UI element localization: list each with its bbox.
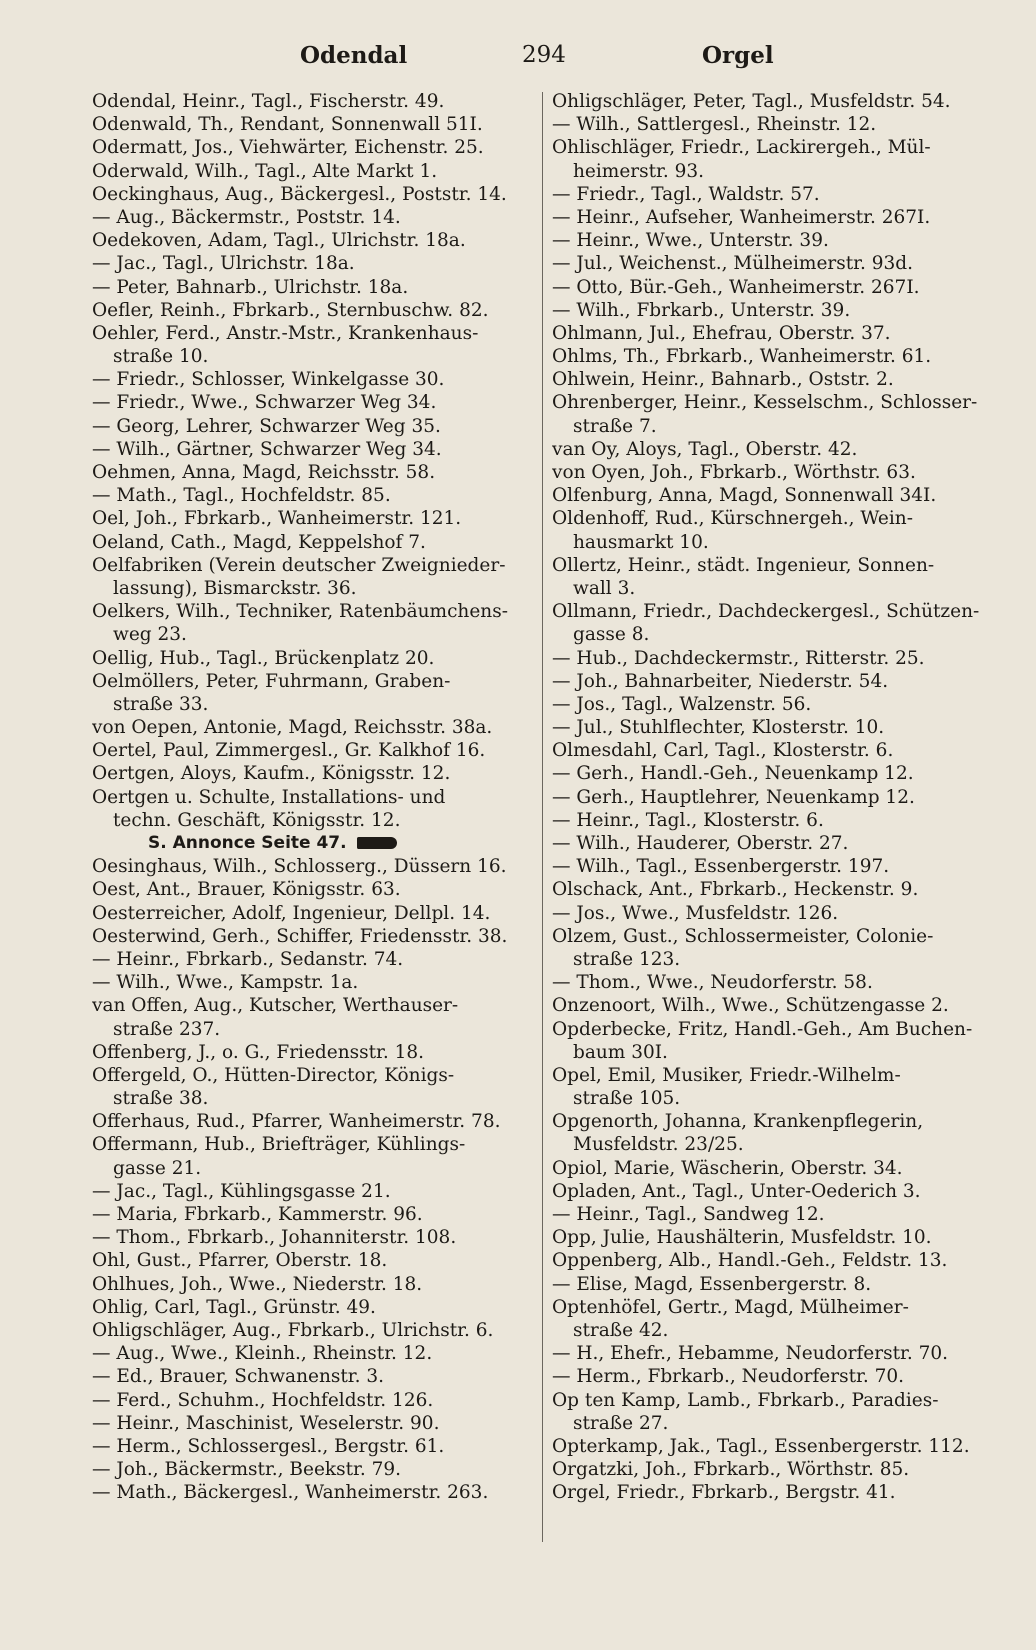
- annonce-note: [92, 832, 522, 855]
- entry-text: Ohlig, Carl, Tagl., Grünstr. 49.: [92, 1296, 376, 1318]
- directory-entry-line: [552, 1435, 982, 1458]
- directory-entry-line: [92, 484, 522, 507]
- directory-entry-line: [92, 623, 522, 646]
- entry-text: Oelmöllers, Peter, Fuhrmann, Graben-: [92, 670, 451, 692]
- directory-entry-line: [92, 1133, 522, 1156]
- directory-entry-line: [92, 1018, 522, 1041]
- entry-text: von Oyen, Joh., Fbrkarb., Wörthstr. 63.: [552, 462, 916, 483]
- entry-text: Musfeldstr. 23/25.: [573, 1134, 744, 1156]
- entry-text: Oeland, Cath., Magd, Keppelshof 7.: [92, 531, 426, 553]
- directory-entry-line: [552, 368, 982, 391]
- entry-text: Olschack, Ant., Fbrkarb., Heckenstr. 9.: [552, 879, 919, 901]
- directory-entry-line: [552, 1412, 982, 1435]
- entry-text: Oppenberg, Alb., Handl.-Geh., Feldstr. 13.: [552, 1250, 948, 1272]
- entry-text: Offerhaus, Rud., Pfarrer, Wanheimerstr. 78.: [92, 1111, 501, 1133]
- directory-entry-line: [552, 183, 982, 206]
- directory-entry-line: [552, 206, 982, 229]
- entry-text: Oehmen, Anna, Magd, Reichsstr. 58.: [92, 462, 436, 483]
- entry-text: van Oy, Aloys, Tagl., Oberstr. 42.: [552, 438, 858, 460]
- directory-entry-line: [552, 809, 982, 832]
- entry-text: Odermatt, Jos., Viehwärter, Eichenstr. 25.: [92, 137, 484, 159]
- directory-entry-line: [552, 855, 982, 878]
- directory-entry-line: [92, 531, 522, 554]
- entry-text: Ollmann, Friedr., Dachdeckergesl., Schützen-: [552, 601, 980, 623]
- directory-entry-line: [552, 229, 982, 252]
- page-number: 294: [522, 42, 566, 68]
- directory-entry-line: [92, 1481, 522, 1504]
- entry-text: — Thom., Fbrkarb., Johanniterstr. 108.: [92, 1227, 457, 1249]
- directory-entry-line: [552, 1087, 982, 1110]
- entry-text: — Heinr., Aufseher, Wanheimerstr. 267I.: [552, 206, 931, 228]
- entry-text: — Otto, Bür.-Geh., Wanheimerstr. 267I.: [552, 276, 920, 298]
- entry-text: Oehler, Ferd., Anstr.-Mstr., Krankenhaus-: [92, 322, 479, 344]
- entry-text: — Jos., Tagl., Walzenstr. 56.: [552, 693, 812, 715]
- entry-text: Onzenoort, Wilh., Wwe., Schützengasse 2.: [552, 995, 949, 1017]
- directory-entry-line: [552, 345, 982, 368]
- directory-entry-line: [92, 345, 522, 368]
- directory-entry-line: [552, 113, 982, 136]
- directory-entry-line: [552, 322, 982, 345]
- entry-text: gasse 21.: [113, 1157, 202, 1179]
- entry-text: Olmesdahl, Carl, Tagl., Klosterstr. 6.: [552, 740, 894, 762]
- entry-text: straße 7.: [573, 415, 657, 437]
- entry-text: Oldenhoff, Rud., Kürschnergeh., Wein-: [552, 508, 913, 530]
- entry-text: — Ferd., Schuhm., Hochfeldstr. 126.: [92, 1389, 434, 1411]
- entry-text: lassung), Bismarckstr. 36.: [113, 577, 357, 599]
- directory-entry-line: [552, 1203, 982, 1226]
- directory-entry-line: [552, 786, 982, 809]
- entry-text: — Friedr., Wwe., Schwarzer Weg 34.: [92, 392, 437, 414]
- directory-entry-line: [92, 855, 522, 878]
- entry-text: — Wilh., Gärtner, Schwarzer Weg 34.: [92, 438, 442, 460]
- directory-entry-line: [552, 252, 982, 275]
- directory-entry-line: [552, 1342, 982, 1365]
- entry-text: straße 105.: [573, 1088, 681, 1110]
- entry-text: — Wilh., Tagl., Essenbergerstr. 197.: [552, 856, 890, 878]
- entry-text: straße 42.: [573, 1319, 669, 1341]
- entry-text: hausmarkt 10.: [573, 531, 709, 553]
- entry-text: Oertgen u. Schulte, Installations- und: [92, 786, 446, 808]
- entry-text: Ohlhues, Joh., Wwe., Niederstr. 18.: [92, 1273, 423, 1295]
- entry-text: Ohligschläger, Aug., Fbrkarb., Ulrichstr. 6.: [92, 1319, 494, 1341]
- directory-entry-line: [552, 693, 982, 716]
- directory-entry-line: [92, 1412, 522, 1435]
- directory-entry-line: [552, 878, 982, 901]
- directory-entry-line: [92, 1365, 522, 1388]
- entry-text: Opladen, Ant., Tagl., Unter-Oederich 3.: [552, 1180, 921, 1202]
- entry-text: von Oepen, Antonie, Magd, Reichsstr. 38a.: [92, 717, 493, 739]
- entry-text: gasse 8.: [573, 624, 650, 646]
- entry-text: straße 38.: [113, 1088, 209, 1110]
- entry-text: — Gerh., Hauptlehrer, Neuenkamp 12.: [552, 786, 915, 808]
- directory-entry-line: [552, 1365, 982, 1388]
- directory-entry-line: [92, 113, 522, 136]
- entry-text: Ohrenberger, Heinr., Kesselschm., Schlosser-: [552, 392, 978, 414]
- entry-text: Opiol, Marie, Wäscherin, Oberstr. 34.: [552, 1157, 903, 1179]
- directory-entry-line: [552, 971, 982, 994]
- directory-entry-line: [552, 136, 982, 159]
- directory-entry-line: [552, 600, 982, 623]
- directory-entry-line: [552, 438, 982, 461]
- directory-entry-line: [552, 739, 982, 762]
- entry-text: — H., Ehefr., Hebamme, Neudorferstr. 70.: [552, 1343, 949, 1365]
- directory-entry-line: [92, 554, 522, 577]
- entry-text: Odenwald, Th., Rendant, Sonnenwall 51I.: [92, 114, 483, 136]
- directory-entry-line: [552, 1389, 982, 1412]
- directory-entry-line: [92, 878, 522, 901]
- entry-text: van Offen, Aug., Kutscher, Werthauser-: [92, 995, 459, 1017]
- directory-entry-line: [92, 299, 522, 322]
- entry-text: Offermann, Hub., Briefträger, Kühlings-: [92, 1134, 466, 1156]
- directory-entry-line: [92, 716, 522, 739]
- directory-entry-line: [92, 1157, 522, 1180]
- directory-entry-line: [552, 716, 982, 739]
- entry-text: Opterkamp, Jak., Tagl., Essenbergerstr. 112.: [552, 1435, 970, 1457]
- directory-entry-line: [92, 1064, 522, 1087]
- entry-text: Ohl, Gust., Pfarrer, Oberstr. 18.: [92, 1250, 388, 1272]
- directory-entry-line: [552, 762, 982, 785]
- directory-entry-line: [552, 1064, 982, 1087]
- entry-text: Ohligschläger, Peter, Tagl., Musfeldstr. 54.: [552, 91, 951, 112]
- entry-text: S. Annonce Seite 47.: [148, 833, 347, 853]
- entry-text: Ohlwein, Heinr., Bahnarb., Oststr. 2.: [552, 369, 894, 391]
- entry-text: — Heinr., Wwe., Unterstr. 39.: [552, 230, 829, 252]
- entry-text: — Herm., Fbrkarb., Neudorferstr. 70.: [552, 1366, 905, 1388]
- entry-text: Opderbecke, Fritz, Handl.-Geh., Am Buchen-: [552, 1018, 973, 1040]
- directory-entry-line: [92, 507, 522, 530]
- entry-text: Ohlms, Th., Fbrkarb., Wanheimerstr. 61.: [552, 346, 932, 368]
- entry-text: straße 33.: [113, 693, 209, 715]
- directory-entry-line: [92, 670, 522, 693]
- entry-text: — Thom., Wwe., Neudorferstr. 58.: [552, 972, 873, 994]
- directory-entry-line: [552, 1249, 982, 1272]
- entry-text: techn. Geschäft, Königsstr. 12.: [113, 809, 401, 831]
- entry-text: Optenhöfel, Gertr., Magd, Mülheimer-: [552, 1296, 909, 1318]
- directory-entry-line: [92, 1435, 522, 1458]
- entry-text: Opp, Julie, Haushälterin, Musfeldstr. 10.: [552, 1227, 932, 1249]
- directory-entry-line: [552, 90, 982, 113]
- directory-entry-line: [552, 554, 982, 577]
- right-column: [552, 90, 982, 1504]
- entry-text: Orgel, Friedr., Fbrkarb., Bergstr. 41.: [552, 1482, 896, 1504]
- entry-text: Oelfabriken (Verein deutscher Zweignieder-: [92, 554, 506, 576]
- entry-text: Odendal, Heinr., Tagl., Fischerstr. 49.: [92, 91, 445, 112]
- entry-text: Offenberg, J., o. G., Friedensstr. 18.: [92, 1041, 425, 1063]
- directory-entry-line: [552, 1481, 982, 1504]
- directory-entry-line: [92, 160, 522, 183]
- entry-text: — Elise, Magd, Essenbergerstr. 8.: [552, 1273, 872, 1295]
- entry-text: — Friedr., Schlosser, Winkelgasse 30.: [92, 369, 445, 391]
- entry-text: — Peter, Bahnarb., Ulrichstr. 18a.: [92, 276, 409, 298]
- entry-text: Oest, Ant., Brauer, Königsstr. 63.: [92, 879, 401, 901]
- directory-entry-line: [92, 577, 522, 600]
- directory-entry-line: [92, 1110, 522, 1133]
- directory-entry-line: [552, 1110, 982, 1133]
- directory-entry-line: [92, 948, 522, 971]
- directory-entry-line: [552, 1018, 982, 1041]
- entry-text: Ohlmann, Jul., Ehefrau, Oberstr. 37.: [552, 322, 891, 344]
- entry-text: — Aug., Wwe., Kleinh., Rheinstr. 12.: [92, 1343, 433, 1365]
- directory-entry-line: [92, 461, 522, 484]
- entry-text: — Math., Bäckergesl., Wanheimerstr. 263.: [92, 1482, 489, 1504]
- header-first-entry: Odendal: [300, 42, 408, 69]
- entry-text: Orgatzki, Joh., Fbrkarb., Wörthstr. 85.: [552, 1459, 910, 1481]
- entry-text: — Heinr., Fbrkarb., Sedanstr. 74.: [92, 948, 404, 970]
- directory-entry-line: [552, 1041, 982, 1064]
- directory-entry-line: [92, 1203, 522, 1226]
- directory-entry-line: [552, 299, 982, 322]
- entry-text: Olzem, Gust., Schlossermeister, Colonie-: [552, 925, 934, 947]
- directory-entry-line: [552, 623, 982, 646]
- directory-entry-line: [92, 994, 522, 1017]
- entry-text: straße 123.: [573, 948, 681, 970]
- directory-entry-line: [92, 1273, 522, 1296]
- entry-text: Oefler, Reinh., Fbrkarb., Sternbuschw. 82.: [92, 299, 489, 321]
- directory-entry-line: [92, 925, 522, 948]
- page-header: [90, 42, 996, 82]
- directory-entry-line: [552, 391, 982, 414]
- directory-entry-line: [552, 577, 982, 600]
- entry-text: Offergeld, O., Hütten-Director, Königs-: [92, 1064, 455, 1086]
- directory-entry-line: [552, 531, 982, 554]
- directory-entry-line: [92, 276, 522, 299]
- entry-text: Olfenburg, Anna, Magd, Sonnenwall 34I.: [552, 485, 937, 507]
- directory-entry-line: [92, 368, 522, 391]
- entry-text: straße 10.: [113, 346, 209, 368]
- entry-text: Ohlischläger, Friedr., Lackirergeh., Mül-: [552, 137, 931, 159]
- entry-text: — Gerh., Handl.-Geh., Neuenkamp 12.: [552, 763, 914, 785]
- directory-entry-line: [552, 1296, 982, 1319]
- directory-entry-line: [92, 415, 522, 438]
- directory-entry-line: [92, 902, 522, 925]
- directory-entry-line: [552, 902, 982, 925]
- directory-entry-line: [552, 994, 982, 1017]
- entry-text: — Aug., Bäckermstr., Poststr. 14.: [92, 206, 401, 228]
- entry-text: — Wilh., Wwe., Kampstr. 1a.: [92, 972, 359, 994]
- directory-entry-line: [552, 1319, 982, 1342]
- directory-entry-line: [92, 693, 522, 716]
- entry-text: — Wilh., Sattlergesl., Rheinstr. 12.: [552, 114, 877, 136]
- entry-text: Oderwald, Wilh., Tagl., Alte Markt 1.: [92, 160, 438, 182]
- directory-entry-line: [552, 925, 982, 948]
- directory-entry-line: [92, 90, 522, 113]
- directory-entry-line: [92, 1296, 522, 1319]
- entry-text: — Heinr., Tagl., Sandweg 12.: [552, 1204, 825, 1225]
- entry-text: — Joh., Bäckermstr., Beekstr. 79.: [92, 1459, 402, 1481]
- directory-entry-line: [552, 415, 982, 438]
- directory-entry-line: [92, 786, 522, 809]
- entry-text: Opel, Emil, Musiker, Friedr.-Wilhelm-: [552, 1064, 901, 1086]
- directory-entry-line: [552, 461, 982, 484]
- entry-text: — Wilh., Fbrkarb., Unterstr. 39.: [552, 299, 851, 321]
- entry-text: — Hub., Dachdeckermstr., Ritterstr. 25.: [552, 647, 925, 669]
- entry-text: — Jac., Tagl., Ulrichstr. 18a.: [92, 253, 355, 275]
- column-divider: [542, 92, 543, 1542]
- directory-entry-line: [92, 1342, 522, 1365]
- directory-entry-line: [552, 832, 982, 855]
- entry-text: Oesinghaus, Wilh., Schlosserg., Düssern 16.: [92, 856, 507, 878]
- directory-entry-line: [92, 322, 522, 345]
- directory-entry-line: [92, 1319, 522, 1342]
- directory-entry-line: [92, 229, 522, 252]
- directory-entry-line: [92, 1389, 522, 1412]
- entry-text: — Maria, Fbrkarb., Kammerstr. 96.: [92, 1204, 423, 1225]
- directory-entry-line: [92, 647, 522, 670]
- directory-entry-line: [92, 252, 522, 275]
- entry-text: straße 237.: [113, 1018, 221, 1040]
- directory-entry-line: [92, 136, 522, 159]
- directory-entry-line: [92, 971, 522, 994]
- header-last-entry: Orgel: [702, 42, 774, 69]
- entry-text: — Jos., Wwe., Musfeldstr. 126.: [552, 902, 839, 924]
- directory-entry-line: [552, 1273, 982, 1296]
- directory-entry-line: [552, 1133, 982, 1156]
- directory-entry-line: [92, 1087, 522, 1110]
- entry-text: Oelkers, Wilh., Techniker, Ratenbäumchens-: [92, 601, 508, 623]
- directory-entry-line: [92, 809, 522, 832]
- directory-entry-line: [92, 183, 522, 206]
- entry-text: — Friedr., Tagl., Waldstr. 57.: [552, 183, 820, 205]
- directory-entry-line: [552, 1458, 982, 1481]
- directory-entry-line: [92, 1180, 522, 1203]
- entry-text: — Ed., Brauer, Schwanenstr. 3.: [92, 1366, 385, 1388]
- entry-text: heimerstr. 93.: [573, 160, 705, 182]
- directory-entry-line: [552, 1226, 982, 1249]
- directory-entry-line: [92, 438, 522, 461]
- directory-entry-line: [92, 391, 522, 414]
- entry-text: — Math., Tagl., Hochfeldstr. 85.: [92, 485, 391, 507]
- directory-entry-line: [552, 647, 982, 670]
- entry-text: — Joh., Bahnarbeiter, Niederstr. 54.: [552, 670, 889, 692]
- pointing-hand-icon: [357, 837, 397, 849]
- directory-entry-line: [92, 600, 522, 623]
- left-column: [92, 90, 522, 1504]
- entry-text: Oesterwind, Gerh., Schiffer, Friedensstr. 38.: [92, 925, 508, 947]
- directory-entry-line: [552, 507, 982, 530]
- entry-text: — Jul., Stuhlflechter, Klosterstr. 10.: [552, 717, 885, 739]
- entry-text: straße 27.: [573, 1412, 669, 1434]
- directory-entry-line: [92, 206, 522, 229]
- directory-entry-line: [552, 160, 982, 183]
- directory-entry-line: [92, 1458, 522, 1481]
- entry-text: — Georg, Lehrer, Schwarzer Weg 35.: [92, 415, 441, 437]
- directory-entry-line: [92, 1226, 522, 1249]
- entry-text: weg 23.: [113, 624, 187, 646]
- directory-entry-line: [552, 670, 982, 693]
- directory-entry-line: [92, 1249, 522, 1272]
- directory-entry-line: [552, 484, 982, 507]
- directory-entry-line: [552, 276, 982, 299]
- entry-text: Ollertz, Heinr., städt. Ingenieur, Sonnen-: [552, 554, 935, 576]
- directory-entry-line: [552, 948, 982, 971]
- directory-entry-line: [552, 1180, 982, 1203]
- entry-text: — Heinr., Tagl., Klosterstr. 6.: [552, 809, 824, 831]
- entry-text: — Heinr., Maschinist, Weselerstr. 90.: [92, 1412, 440, 1434]
- entry-text: Oertel, Paul, Zimmergesl., Gr. Kalkhof 16.: [92, 740, 486, 762]
- entry-text: — Herm., Schlossergesl., Bergstr. 61.: [92, 1435, 445, 1457]
- entry-text: Oedekoven, Adam, Tagl., Ulrichstr. 18a.: [92, 230, 466, 252]
- entry-text: Oertgen, Aloys, Kaufm., Königsstr. 12.: [92, 763, 451, 785]
- entry-text: Opgenorth, Johanna, Krankenpflegerin,: [552, 1111, 924, 1133]
- directory-entry-line: [92, 762, 522, 785]
- entry-text: baum 30I.: [573, 1041, 668, 1063]
- entry-text: Oellig, Hub., Tagl., Brückenplatz 20.: [92, 647, 435, 669]
- entry-text: Op ten Kamp, Lamb., Fbrkarb., Paradies-: [552, 1389, 939, 1411]
- directory-entry-line: [92, 1041, 522, 1064]
- entry-text: — Wilh., Hauderer, Oberstr. 27.: [552, 833, 849, 854]
- entry-text: — Jac., Tagl., Kühlingsgasse 21.: [92, 1180, 391, 1202]
- entry-text: — Jul., Weichenst., Mülheimerstr. 93d.: [552, 253, 914, 275]
- entry-text: wall 3.: [573, 577, 636, 599]
- directory-entry-line: [92, 739, 522, 762]
- entry-text: Oesterreicher, Adolf, Ingenieur, Dellpl. 14.: [92, 902, 491, 924]
- directory-entry-line: [552, 1157, 982, 1180]
- entry-text: Oel, Joh., Fbrkarb., Wanheimerstr. 121.: [92, 508, 462, 530]
- entry-text: Oeckinghaus, Aug., Bäckergesl., Poststr. 14.: [92, 183, 507, 205]
